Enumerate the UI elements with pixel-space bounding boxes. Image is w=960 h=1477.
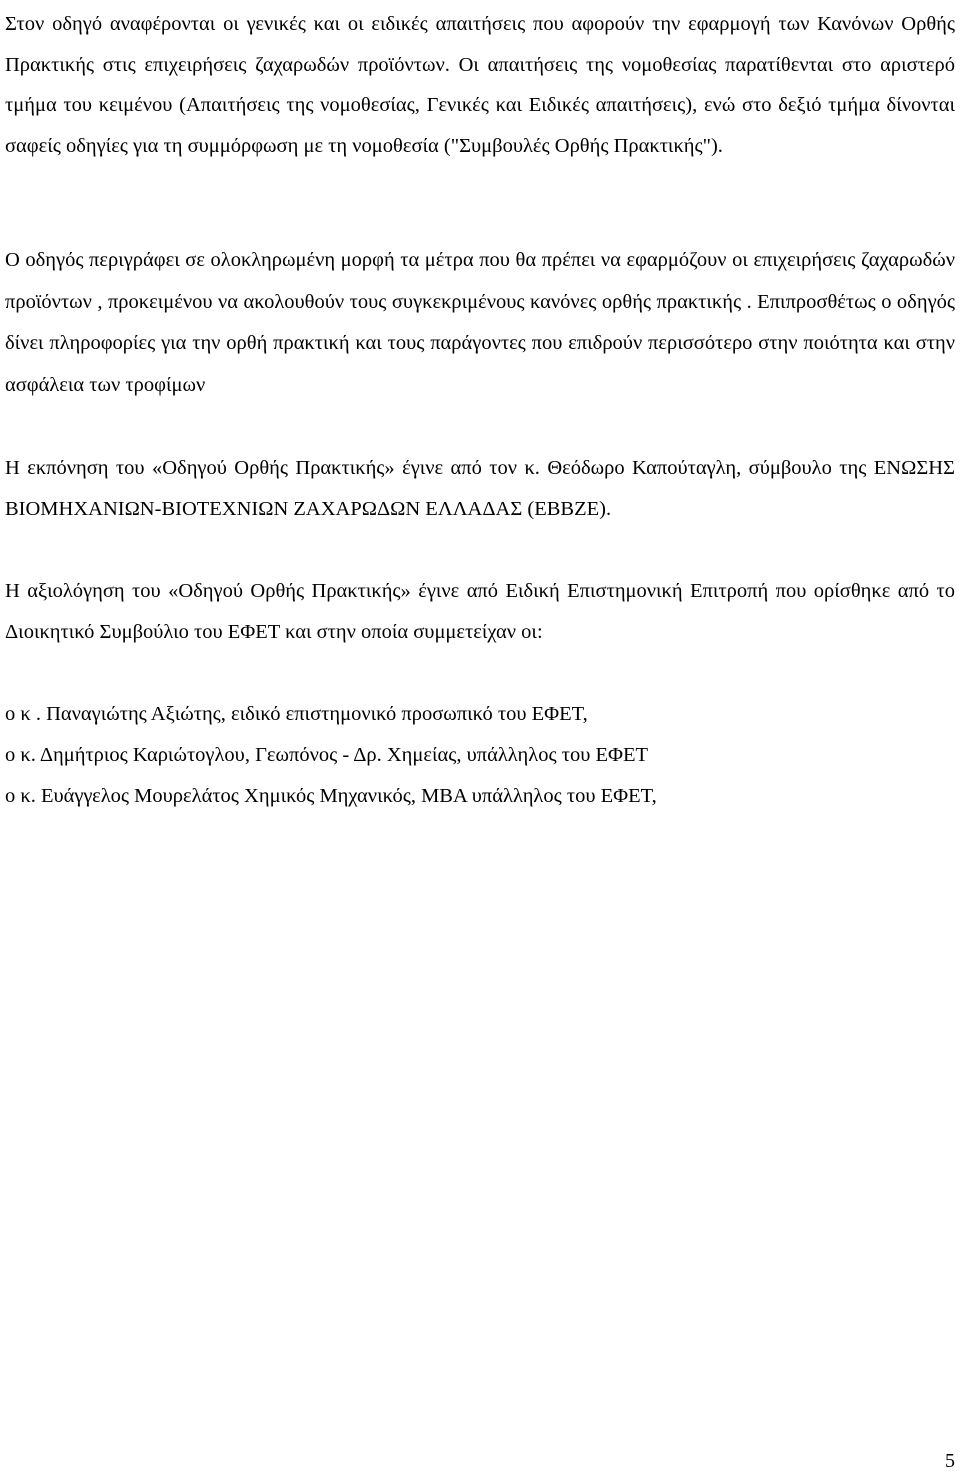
intro-paragraph: Στον οδηγό αναφέρονται οι γενικές και οι ειδικές απαιτήσεις που αφορούν την εφαρμογή των Κανόνων Ορθής Πρακτικής στις επιχειρήσεις ζαχαρωδών προϊόντων. Οι απαιτήσεις της νομοθεσίας παρατίθενται στο αριστερό τμήμα του κειμένου (Απαιτήσεις της νομοθεσίας, Γενικές και Ειδικές απαιτήσεις), ενώ στο δεξιό τμήμα δίνονται σαφείς οδηγίες για τη συμμόρφωση με τη νομοθεσία ("Συμβουλές Ορθής Πρακτικής").	[5, 13, 955, 157]
committee-members-list	[5, 694, 955, 817]
committee-member: ο κ. Ευάγγελος Μουρελάτος Χημικός Μηχανικός, MBA υπάλληλος του ΕΦΕΤ,	[5, 785, 657, 807]
committee-member: ο κ . Παναγιώτης Αξιώτης, ειδικό επιστημονικό προσωπικό του ΕΦΕΤ,	[5, 703, 588, 725]
guide-description-paragraph: Ο οδηγός περιγράφει σε ολοκληρωμένη μορφή τα μέτρα που θα πρέπει να εφαρμόζουν οι επιχειρήσεις ζαχαρωδών προϊόντων , προκειμένου να ακολουθούν τους συγκεκριμένους κανόνες ορθής πρακτικής . Επιπροσθέτως ο οδηγός δίνει πληροφορίες για την ορθή πρακτική και τους παράγοντες που επιδρούν περισσότερο στην ποιότητα και στην ασφάλεια των τροφίμων	[5, 249, 955, 396]
evaluation-paragraph: Η αξιολόγηση του «Οδηγού Ορθής Πρακτικής» έγινε από Ειδική Επιστημονική Επιτροπή που ορίσθηκε από το Διοικητικό Συμβούλιο του ΕΦΕΤ και στην οποία συμμετείχαν οι:	[5, 580, 955, 643]
authorship-paragraph: Η εκπόνηση του «Οδηγού Ορθής Πρακτικής» έγινε από τον κ. Θεόδωρο Καπούταγλη, σύμβουλο της ΕΝΩΣΗΣ ΒΙΟΜΗΧΑΝΙΩΝ-ΒΙΟΤΕΧΝΙΩΝ ΖΑΧΑΡΩΔΩΝ ΕΛΛΑΔΑΣ (ΕΒΒΖΕ).	[5, 457, 955, 520]
page-number: 5	[945, 1450, 955, 1472]
committee-member: ο κ. Δημήτριος Καριώτογλου, Γεωπόνος - Δρ. Χημείας, υπάλληλος του ΕΦΕΤ	[5, 744, 649, 766]
